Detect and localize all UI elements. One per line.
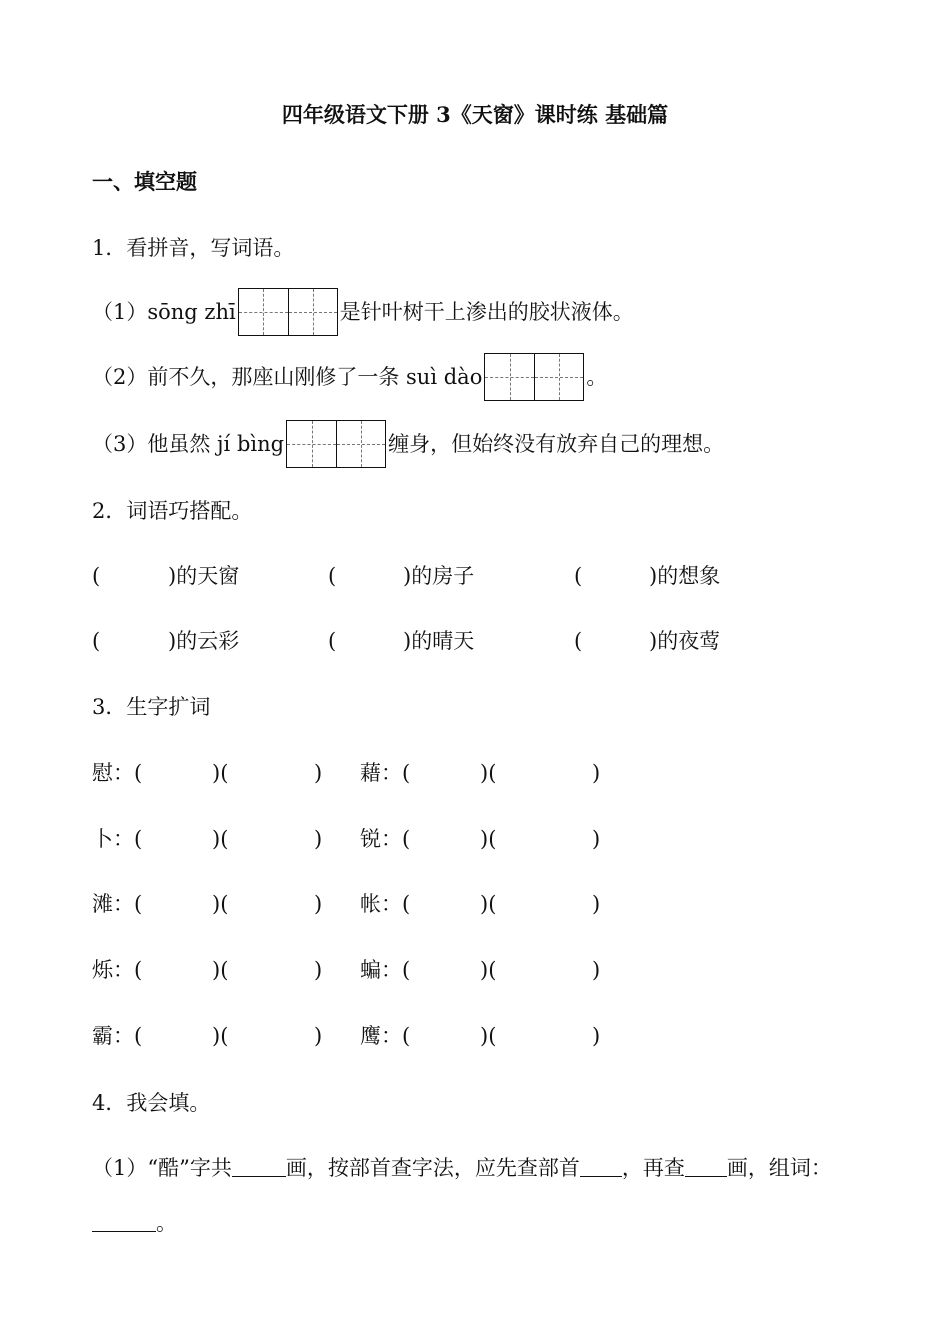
stroke-count-blank[interactable] — [232, 1156, 286, 1177]
blank-separator[interactable]: )( — [212, 761, 229, 785]
match-open-paren[interactable]: ( — [92, 629, 101, 653]
blank-close[interactable]: ) — [314, 958, 323, 982]
match-phrase: )的云彩 — [168, 629, 240, 653]
blank-separator[interactable]: )( — [212, 1024, 229, 1048]
char-left: 慰：( — [92, 761, 143, 785]
expand-row — [92, 955, 652, 985]
match-phrase: )的晴天 — [403, 629, 475, 653]
question-3-heading: 3．生字扩词 — [92, 695, 211, 719]
item-text: ，再查 — [621, 1156, 685, 1180]
question-1-heading: 1．看拼音，写词语。 — [92, 236, 295, 260]
expand-row — [92, 758, 652, 788]
remaining-strokes-blank[interactable] — [685, 1156, 727, 1177]
blank-close[interactable]: ) — [592, 892, 601, 916]
match-open-paren[interactable]: ( — [328, 629, 337, 653]
char-left: 霸：( — [92, 1024, 143, 1048]
item-prefix: （1）sōng zhī — [92, 300, 236, 324]
char-left: 卜：( — [92, 827, 143, 851]
blank-separator[interactable]: )( — [480, 1024, 497, 1048]
radical-blank[interactable] — [580, 1156, 622, 1177]
char-right: 蝙：( — [360, 958, 411, 982]
item-text: （1）“酷”字共 — [92, 1156, 232, 1180]
item-suffix: 缠身，但始终没有放弃自己的理想。 — [388, 432, 725, 456]
match-phrase: )的夜莺 — [649, 629, 721, 653]
match-phrase: )的天窗 — [168, 564, 240, 588]
blank-close[interactable]: ) — [314, 1024, 323, 1048]
blank-separator[interactable]: )( — [212, 958, 229, 982]
item-suffix: 是针叶树干上渗出的胶状液体。 — [339, 300, 634, 324]
tianzige-answer-box[interactable] — [286, 420, 386, 468]
match-open-paren[interactable]: ( — [92, 564, 101, 588]
page-title: 四年级语文下册 3《天窗》课时练 基础篇 — [281, 102, 669, 127]
item-suffix: 。 — [586, 365, 608, 389]
section-heading: 一、填空题 — [92, 169, 197, 194]
blank-close[interactable]: ) — [592, 1024, 601, 1048]
blank-close[interactable]: ) — [592, 958, 601, 982]
expand-row — [92, 1021, 652, 1051]
blank-close[interactable]: ) — [314, 892, 323, 916]
match-phrase: )的房子 — [403, 564, 475, 588]
blank-separator[interactable]: )( — [480, 761, 497, 785]
char-right: 帐：( — [360, 892, 411, 916]
item-prefix: （3）他虽然 jí bìng — [92, 432, 285, 456]
item-text: 。 — [156, 1211, 177, 1235]
blank-close[interactable]: ) — [314, 827, 323, 851]
match-row-1 — [92, 561, 792, 591]
expand-row — [92, 824, 652, 854]
tianzige-answer-box[interactable] — [238, 288, 338, 336]
question-4-item-1 — [92, 1153, 832, 1183]
blank-separator[interactable]: )( — [212, 827, 229, 851]
item-prefix: （2）前不久，那座山刚修了一条 suì dào — [92, 365, 483, 389]
blank-close[interactable]: ) — [592, 827, 601, 851]
item-text: 画，按部首查字法，应先查部首 — [285, 1156, 580, 1180]
match-phrase: )的想象 — [649, 564, 721, 588]
question-1-item-3 — [92, 420, 724, 468]
blank-separator[interactable]: )( — [212, 892, 229, 916]
blank-separator[interactable]: )( — [480, 827, 497, 851]
char-right: 鹰：( — [360, 1024, 411, 1048]
char-right: 藉：( — [360, 761, 411, 785]
item-text: 画，组词： — [726, 1156, 832, 1180]
char-left: 滩：( — [92, 892, 143, 916]
match-open-paren[interactable]: ( — [328, 564, 337, 588]
question-2-heading: 2．词语巧搭配。 — [92, 499, 253, 523]
blank-separator[interactable]: )( — [480, 958, 497, 982]
question-1-item-1 — [92, 288, 634, 336]
match-open-paren[interactable]: ( — [574, 629, 583, 653]
blank-close[interactable]: ) — [592, 761, 601, 785]
blank-separator[interactable]: )( — [480, 892, 497, 916]
expand-row — [92, 889, 652, 919]
char-right: 锐：( — [360, 827, 411, 851]
tianzige-answer-box[interactable] — [484, 353, 584, 401]
question-1-item-2 — [92, 353, 607, 401]
match-row-2 — [92, 626, 792, 656]
question-4-item-1-continued — [92, 1208, 177, 1238]
word-blank[interactable] — [92, 1211, 156, 1232]
match-open-paren[interactable]: ( — [574, 564, 583, 588]
question-4-heading: 4．我会填。 — [92, 1091, 211, 1115]
blank-close[interactable]: ) — [314, 761, 323, 785]
char-left: 烁：( — [92, 958, 143, 982]
